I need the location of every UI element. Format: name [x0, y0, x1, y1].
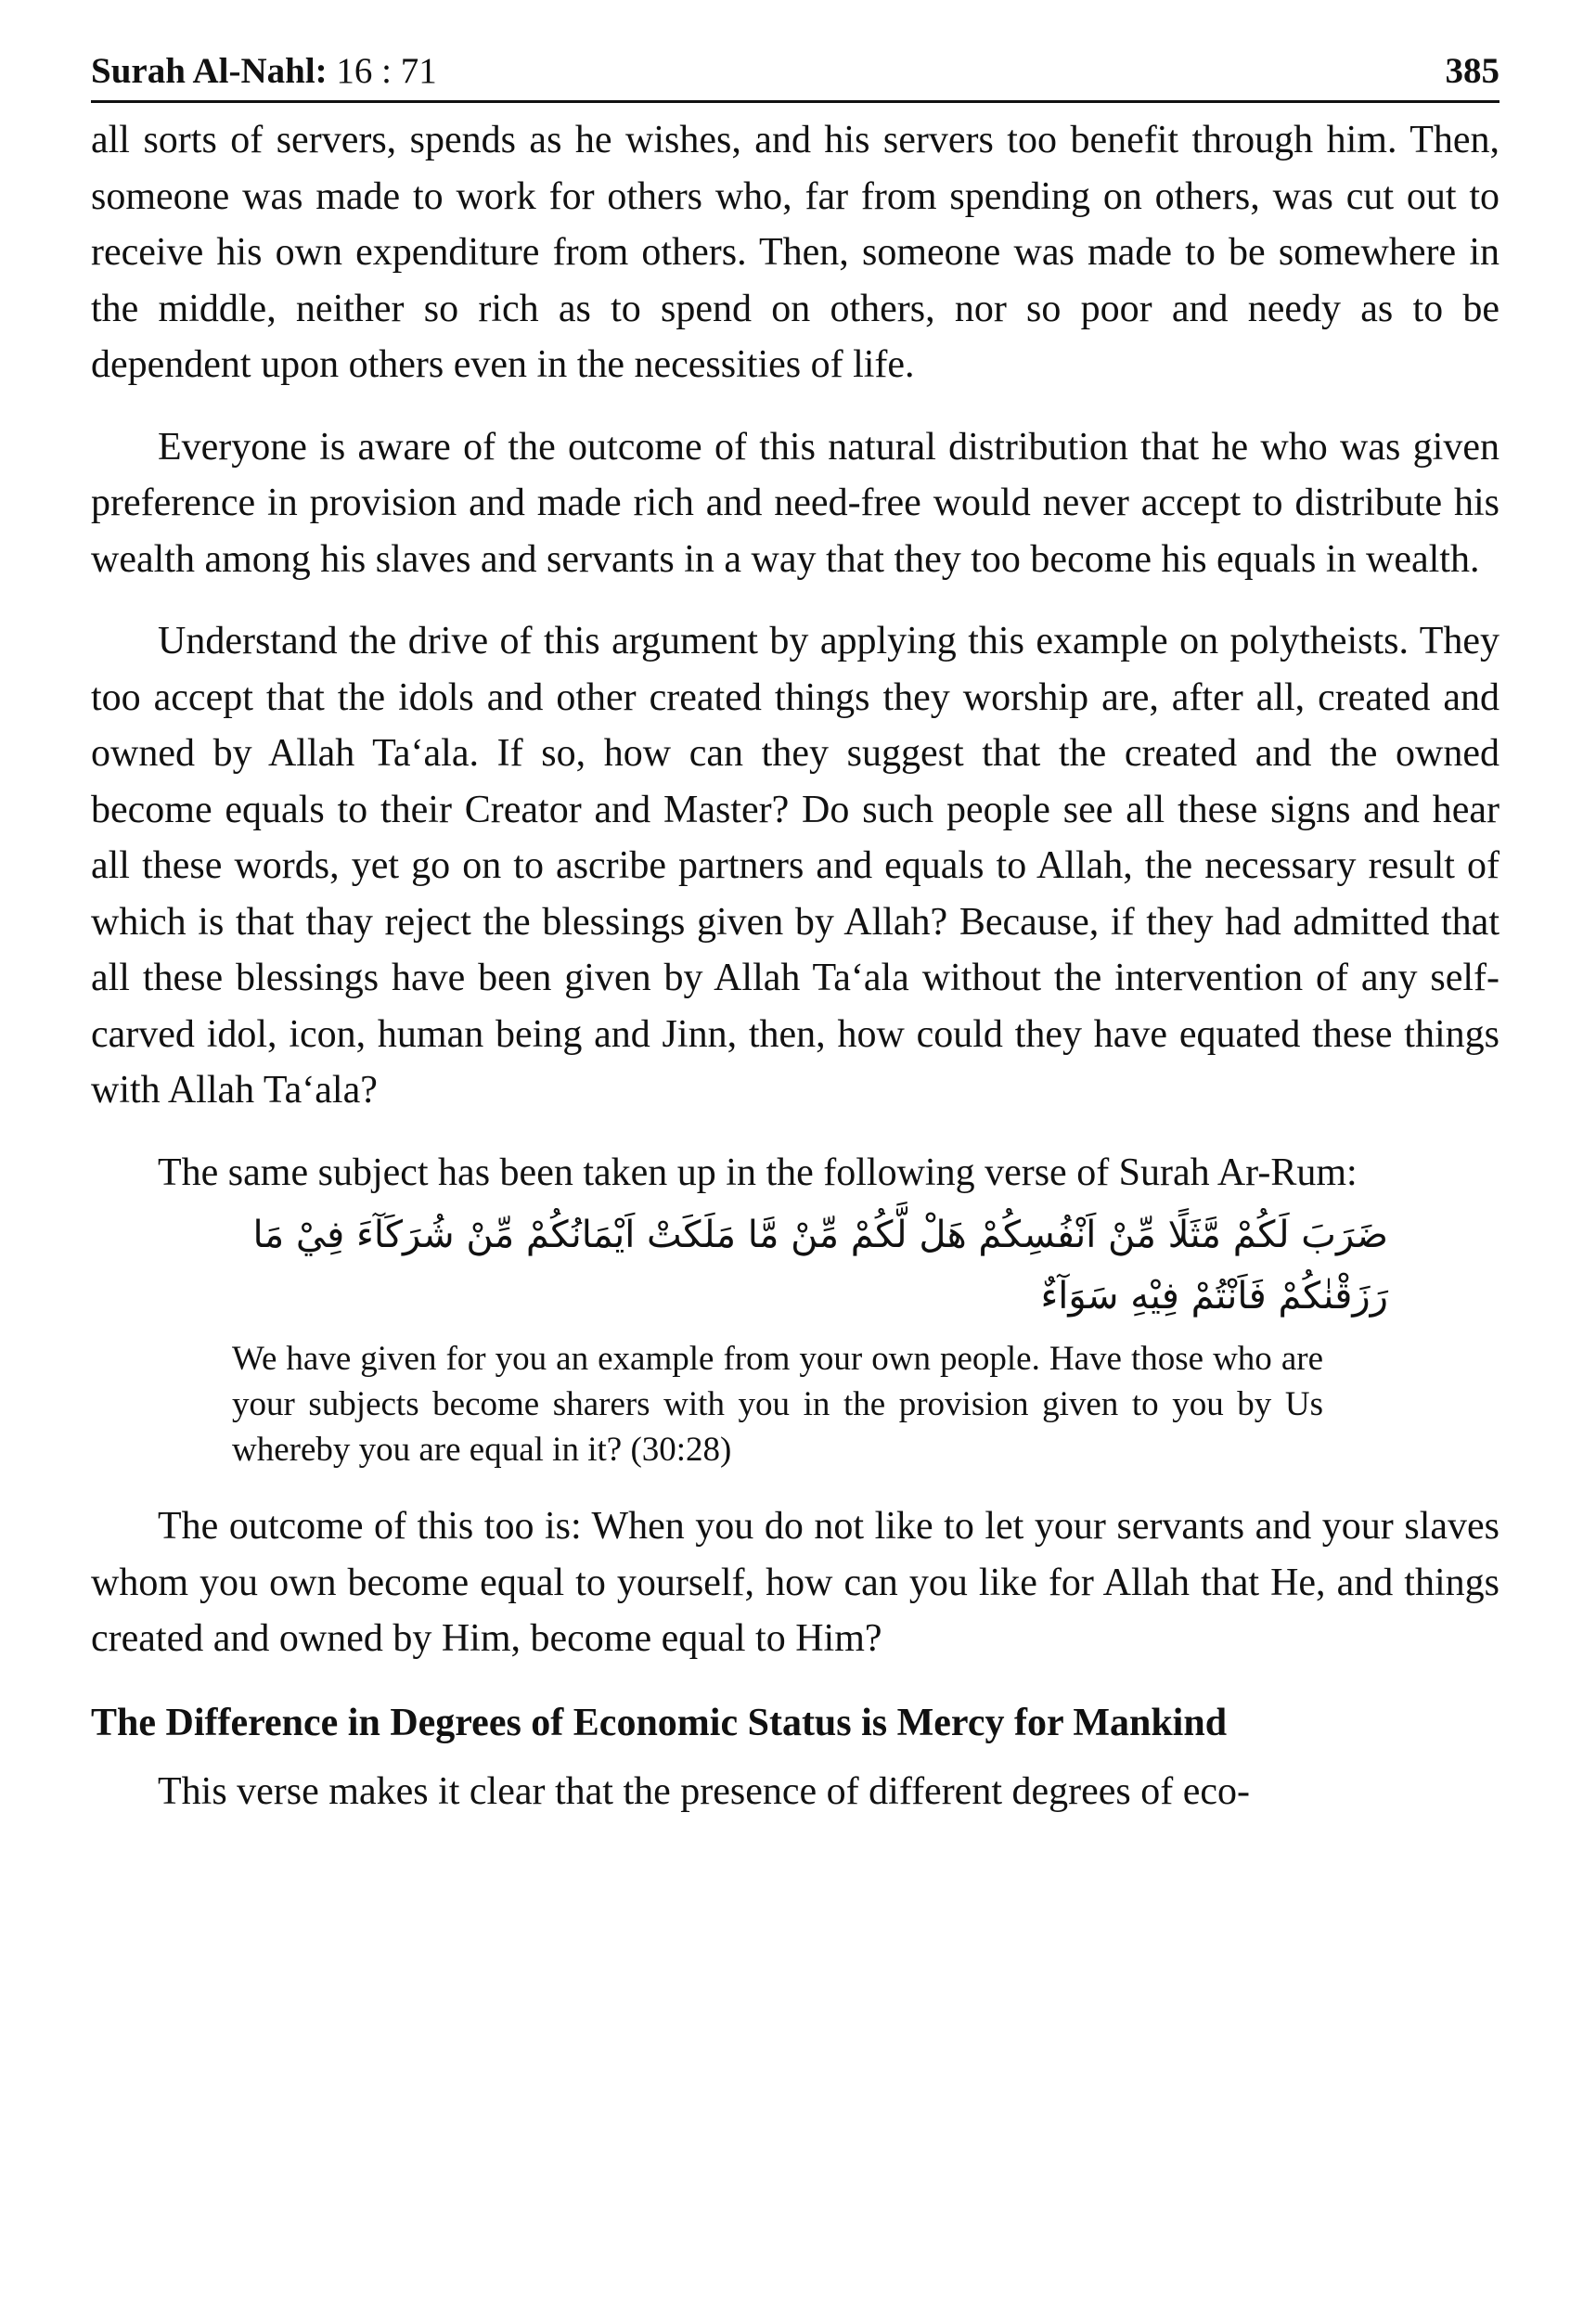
page-number: 385 — [1445, 51, 1499, 91]
paragraph: Understand the drive of this argument by applying this example on polytheists. They too accept that the idols and other created things they worship are, after all, created and owned by Allah Ta‘ala. If so, how can they suggest that the created and the owned become equals to their Creator and Master? Do such people see all these signs and hear all these words, yet go on to ascribe partners and equals to Allah, the necessary result of which is that thay reject the blessings given by Allah? Because, if they had admitted that all these blessings have been given by Allah Ta‘ala without the intervention of any self-carved idol, icon, human being and Jinn, then, how could they have equated these things with Allah Ta‘ala? — [91, 620, 1499, 1112]
title-separator: : — [315, 51, 328, 91]
running-title — [91, 50, 437, 92]
translation-text: We have given for you an example from your own people. Have those who are your subjects become sharers with you in the provision given to you by Us whereby you are equal in it? — [232, 1340, 1323, 1469]
paragraph: The outcome of this too is: When you do not like to let your servants and your slaves whom you own become equal to yourself, how can you like for Allah that He, and things created and owned by Him, become equal to Him? — [91, 1505, 1499, 1660]
paragraph: Everyone is aware of the outcome of this natural distribution that he who was given preference in provision and made rich and need-free would never accept to distribute his wealth among his slaves and servants in a way that they too become his equals in wealth. — [91, 425, 1499, 581]
paragraph: This verse makes it clear that the presence of different degrees of eco- — [158, 1769, 1251, 1813]
arabic-verse: ضَرَبَ لَكُمْ مَّثَلًا مِّنْ اَنْفُسِكُمْ هَلْ لَّكُمْ مِّنْ مَّا مَلَكَتْ اَيْمَانُكُمْ مِّنْ شُرَكَآءَ فِيْ مَا رَزَقْنٰكُمْ فَاَنْتُمْ فِيْهِ سَوَآءٌ — [252, 1214, 1388, 1318]
verse-citation: (30:28) — [630, 1431, 732, 1469]
surah-name: Surah Al-Nahl — [91, 51, 315, 91]
paragraph: The same subject has been taken up in the following verse of Surah Ar-Rum: — [158, 1151, 1358, 1194]
running-header — [91, 48, 1499, 103]
paragraph: all sorts of servers, spends as he wishes, and his servers too benefit through him. Then, someone was made to work for others who, far from spending on others, was cut out to receive his own expenditure from others. Then, someone was made to be somewhere in the middle, neither so rich as to spend on others, nor so poor and needy as to be dependent upon others even in the necessities of life. — [91, 119, 1499, 386]
book-page — [91, 48, 1499, 1819]
verse-reference: 16 : 71 — [336, 51, 437, 91]
section-heading: The Difference in Degrees of Economic Status is Mercy for Mankind — [91, 1701, 1228, 1744]
verse-translation — [232, 1336, 1323, 1472]
